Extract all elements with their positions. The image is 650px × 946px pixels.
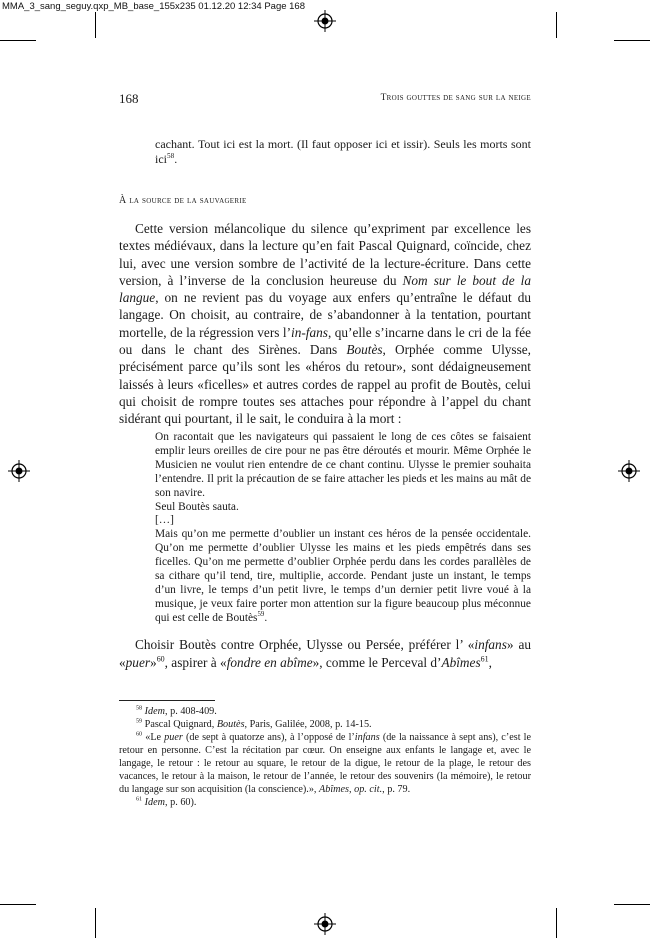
quote-end: .	[264, 611, 268, 624]
footnote-separator	[119, 700, 215, 701]
footnote-number: 60	[136, 731, 143, 738]
quote-end: .	[174, 151, 178, 166]
footnote-ref: 60	[156, 654, 165, 664]
page-number: 168	[119, 91, 139, 106]
text-run: ,	[488, 654, 492, 670]
text-run: , on ne revient pas du voyage aux enfers qu’entraîne le défaut du langage. On choisit, au contraire, de s’abandonner à la tentation, pourtant mortelle, de la régression vers l’	[119, 290, 531, 340]
footnote-number: 59	[136, 718, 143, 725]
text-run: (de la naissance à sept ans), c’est le retour en personne. C’est la récitation par cœur. On enseigne aux enfants le langage et, avec le langage, le retour : le retour au square, le retour de la digue, le retour de la plage, le retour des vacances, le retour à la maison, le retour de l’année, le retour des souvenirs (la mémoire), le retour du langage sur son acquisition (la conscience).»,	[119, 732, 531, 795]
block-quotation	[155, 431, 531, 626]
footnotes	[119, 705, 531, 809]
text-run: , aspirer à «	[164, 654, 227, 670]
quote-text: Mais qu’on me permette d’oublier un instant ces héros de la pensée occidentale. Qu’on me permette d’oublier Ulysse les mains et les pieds empêtrés dans ses ficelles. Qu’on me permette d’oublier Orphée perdu dans les cordes parallèles de sa cithare qu’il tend, tire, multiplie, accorde. Pendant juste un instant, le temps d’un livre, le temps d’un petit livre, le temps d’un dernier petit livre voué à la musique, je veux faire porter mon attention sur la figure beaucoup plus méconnue qui est celle de Boutès	[155, 528, 531, 624]
emphasis: puer	[125, 654, 151, 670]
crop-mark	[614, 904, 650, 905]
emphasis: Idem	[144, 706, 166, 717]
registration-mark-icon	[8, 460, 30, 482]
crop-mark	[0, 40, 36, 41]
text-run: , p. 408-409.	[165, 706, 217, 717]
emphasis: Idem	[144, 797, 166, 808]
crop-mark	[0, 904, 36, 905]
footnote	[119, 718, 531, 731]
text-run: » au «	[119, 637, 532, 670]
body-paragraph	[119, 220, 531, 428]
footnote-number: 58	[136, 705, 143, 712]
registration-mark-icon	[314, 913, 336, 935]
quote-line: Seul Boutès sauta.	[155, 500, 239, 513]
footnote	[119, 796, 531, 809]
section-heading: À la source de la sauvagerie	[119, 195, 247, 206]
quote-line: On racontait que les navigateurs qui passaient le long de ces côtes se faisaient emplir leurs oreilles de cire pour ne pas être déroutés et mourir. Même Orphée le Musicien ne voulut rien entendre de ce chant continu. Ulysse le premier souhaita l’entendre. Il prit la précaution de se faire attacher les pieds et les mains au mât de son navire.	[155, 431, 531, 499]
footnote-number: 61	[136, 796, 143, 803]
text-run: , Paris, Galilée, 2008, p. 14-15.	[244, 719, 372, 730]
footnote-ref: 58	[167, 151, 175, 160]
text-run: , p. 60).	[165, 797, 197, 808]
emphasis: puer	[164, 732, 183, 743]
emphasis: infans	[474, 637, 507, 652]
emphasis: infans	[354, 732, 380, 743]
emphasis: in-fans	[291, 324, 328, 340]
book-title: Abîmes, op. cit.	[319, 784, 383, 795]
text-run: , qu’elle s’incarne dans le cri de la fée ou dans le chant des Sirènes. Dans	[119, 324, 531, 358]
text-run: «Le	[145, 732, 165, 743]
quote-line	[155, 528, 531, 625]
text-run: », comme le Perceval d’	[312, 654, 442, 670]
print-slug: MMA_3_sang_seguy.qxp_MB_base_155x235 01.12.20 12:34 Page 168	[2, 1, 305, 12]
continued-quote	[155, 137, 531, 166]
crop-mark	[556, 12, 557, 38]
book-title: Boutès	[346, 342, 383, 358]
crop-mark	[95, 908, 96, 938]
registration-mark-icon	[618, 460, 640, 482]
body-paragraph	[119, 636, 531, 671]
text-run: Pascal Quignard,	[144, 719, 217, 730]
text-run: , p. 79.	[382, 784, 411, 795]
crop-mark	[95, 12, 96, 38]
text-run: Choisir Boutès contre Orphée, Ulysse ou Persée, préférer l’ «	[135, 637, 475, 652]
quote-text: cachant. Tout ici est la mort. (Il faut opposer ici et issir). Seuls les morts sont ici	[155, 137, 531, 166]
registration-mark-icon	[314, 10, 336, 32]
quote-line: […]	[155, 514, 174, 527]
footnote	[119, 731, 531, 796]
text-run: , Orphée comme Ulysse, précisément parce qu’ils sont les «héros du retour», sont dédaigneusement laissés à leurs «ficelles» et autres cordes de rappel au profit de Boutès, celui qui choisit de rompre toutes ses attaches pour répondre à l’appel du chant sidérant qui pourtant, il le sait, le conduira à la mort :	[119, 342, 531, 427]
running-head	[119, 91, 531, 107]
book-title: Nom sur le bout de la langue	[119, 272, 531, 306]
footnote-ref: 61	[480, 654, 489, 664]
footnote	[119, 705, 531, 718]
text-run: Cette version mélancolique du silence qu’expriment par excellence les textes médiévaux, dans la lecture qu’en fait Pascal Quignard, coïncide, chez lui, avec une version sombre de l’activité de la lecture-écriture. Dans cette version, à l’inverse de la conclusion heureuse du	[119, 221, 531, 288]
crop-mark	[556, 908, 557, 938]
text-run: (de sept à quatorze ans), à l’opposé de l’	[182, 732, 355, 743]
text-run: »	[150, 654, 157, 670]
book-title: Abîmes	[441, 654, 481, 670]
crop-mark	[614, 40, 650, 41]
running-title: trois gouttes de sang sur la neige	[380, 93, 531, 103]
book-title: Boutès	[216, 719, 245, 730]
emphasis: fondre en abîme	[226, 654, 313, 670]
footnote-ref: 59	[257, 610, 265, 618]
